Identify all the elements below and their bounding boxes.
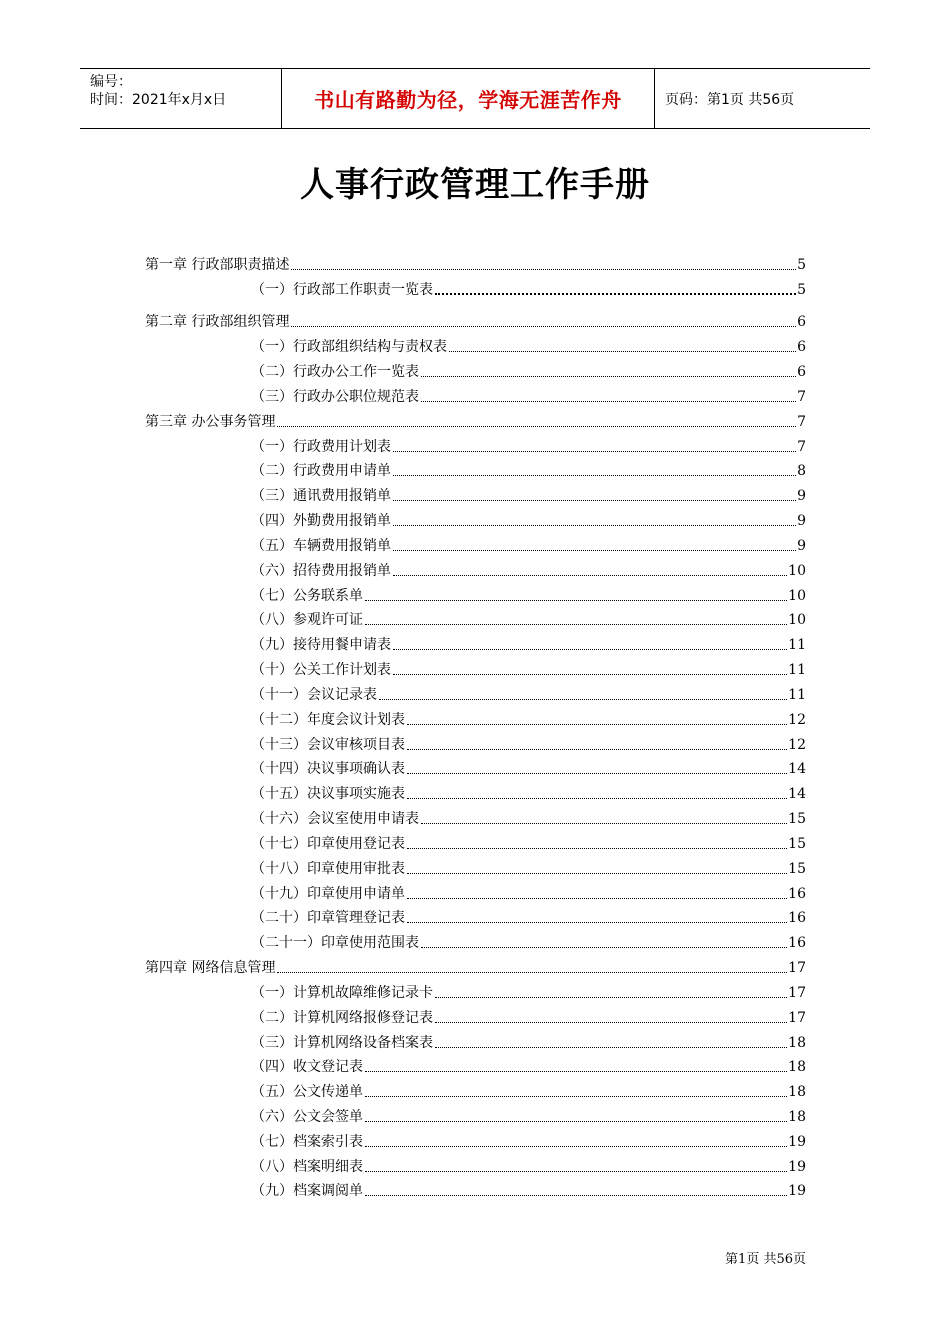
toc-entry-title: （九）接待用餐申请表 (251, 637, 391, 654)
toc-dot-leader (407, 898, 787, 899)
toc-entry-title: （一）计算机故障维修记录卡 (251, 984, 433, 1001)
page-footer: 第1页 共56页 (725, 1252, 806, 1267)
toc-dot-leader (393, 475, 796, 476)
toc-page-number: 10 (788, 612, 806, 629)
toc-chapter-entry[interactable] (145, 952, 806, 977)
toc-dot-leader (277, 972, 787, 973)
toc-page-number: 16 (788, 885, 806, 902)
toc-page-number: 16 (788, 910, 806, 927)
toc-section-entry[interactable] (145, 927, 806, 952)
toc-section-entry[interactable] (145, 431, 806, 456)
number-label: 编号： (90, 74, 132, 90)
toc-section-entry[interactable] (145, 1002, 806, 1027)
header-page-cell (655, 69, 870, 128)
toc-section-entry[interactable] (145, 331, 806, 356)
toc-dot-leader (393, 550, 796, 551)
toc-entry-title: （八）档案明细表 (251, 1158, 363, 1175)
toc-dot-leader (421, 401, 796, 402)
toc-dot-leader (365, 1195, 787, 1196)
toc-section-entry[interactable] (145, 803, 806, 828)
toc-entry-title: （十）公关工作计划表 (251, 662, 391, 679)
toc-page-number: 18 (788, 1034, 806, 1051)
toc-dot-leader (407, 922, 787, 923)
toc-page-number: 15 (788, 811, 806, 828)
toc-page-number: 6 (797, 314, 806, 331)
toc-entry-title: （六）公文会签单 (251, 1108, 363, 1125)
toc-section-entry[interactable] (145, 828, 806, 853)
toc-section-entry[interactable] (145, 1176, 806, 1201)
toc-dot-leader (407, 798, 787, 799)
toc-page-number: 17 (788, 984, 806, 1001)
toc-page-number: 12 (788, 736, 806, 753)
toc-entry-title: （十九）印章使用申请单 (251, 885, 405, 902)
toc-section-entry[interactable] (145, 381, 806, 406)
toc-entry-title: （一）行政部工作职责一览表 (251, 281, 433, 298)
toc-section-entry[interactable] (145, 1101, 806, 1126)
toc-section-entry[interactable] (145, 580, 806, 605)
toc-dot-leader (365, 1146, 787, 1147)
toc-section-entry[interactable] (145, 629, 806, 654)
toc-entry-title: 第四章 网络信息管理 (145, 960, 276, 977)
toc-dot-leader (365, 624, 787, 625)
toc-page-number: 9 (797, 513, 806, 530)
toc-entry-title: （十二）年度会议计划表 (251, 711, 405, 728)
toc-section-entry[interactable] (145, 754, 806, 779)
toc-section-entry[interactable] (145, 778, 806, 803)
toc-page-number: 7 (797, 388, 806, 405)
toc-dot-leader (393, 500, 796, 501)
toc-dot-leader (393, 525, 796, 526)
toc-page-number: 7 (797, 438, 806, 455)
toc-dot-leader (365, 1096, 787, 1097)
toc-entry-title: （八）参观许可证 (251, 612, 363, 629)
toc-chapter-entry[interactable] (145, 307, 806, 332)
toc-dot-leader (393, 674, 787, 675)
toc-dot-leader (393, 451, 796, 452)
toc-section-entry[interactable] (145, 704, 806, 729)
toc-dot-leader (435, 293, 796, 295)
toc-section-entry[interactable] (145, 1076, 806, 1101)
toc-entry-title: （五）车辆费用报销单 (251, 537, 391, 554)
toc-section-entry[interactable] (145, 729, 806, 754)
toc-page-number: 11 (788, 686, 806, 703)
toc-section-entry[interactable] (145, 654, 806, 679)
header-meta-cell (80, 69, 282, 128)
toc-page-number: 19 (788, 1158, 806, 1175)
toc-entry-title: （二）行政费用申请单 (251, 463, 391, 480)
toc-entry-title: （三）行政办公职位规范表 (251, 388, 419, 405)
toc-entry-title: （十六）会议室使用申请表 (251, 811, 419, 828)
toc-chapter-entry[interactable] (145, 249, 806, 274)
toc-entry-title: 第三章 办公事务管理 (145, 413, 276, 430)
toc-section-entry[interactable] (145, 853, 806, 878)
toc-dot-leader (449, 351, 796, 352)
toc-page-number: 9 (797, 488, 806, 505)
toc-entry-title: （五）公文传递单 (251, 1084, 363, 1101)
toc-dot-leader (365, 1071, 787, 1072)
toc-entry-title: （十一）会议记录表 (251, 686, 377, 703)
toc-section-entry[interactable] (145, 977, 806, 1002)
toc-page-number: 5 (797, 281, 806, 298)
toc-dot-leader (365, 1121, 787, 1122)
toc-entry-title: （九）档案调阅单 (251, 1183, 363, 1200)
toc-entry-title: （十七）印章使用登记表 (251, 835, 405, 852)
toc-dot-leader (407, 773, 787, 774)
toc-page-number: 14 (788, 761, 806, 778)
toc-page-number: 14 (788, 786, 806, 803)
toc-dot-leader (291, 326, 796, 327)
toc-page-number: 6 (797, 339, 806, 356)
toc-section-entry[interactable] (145, 1126, 806, 1151)
toc-section-entry[interactable] (145, 1151, 806, 1176)
toc-entry-title: （二）行政办公工作一览表 (251, 364, 419, 381)
toc-entry-title: （四）外勤费用报销单 (251, 513, 391, 530)
toc-entry-title: 第二章 行政部组织管理 (145, 314, 290, 331)
toc-dot-leader (435, 1047, 787, 1048)
document-header (80, 68, 870, 129)
toc-entry-title: （一）行政费用计划表 (251, 438, 391, 455)
toc-page-number: 6 (797, 364, 806, 381)
toc-page-number: 18 (788, 1108, 806, 1125)
toc-dot-leader (291, 269, 796, 270)
toc-entry-title: （一）行政部组织结构与责权表 (251, 339, 447, 356)
toc-entry-title: （二十一）印章使用范围表 (251, 935, 419, 952)
toc-entry-title: （十四）决议事项确认表 (251, 761, 405, 778)
toc-entry-title: （七）公务联系单 (251, 587, 363, 604)
toc-dot-leader (421, 376, 796, 377)
toc-entry-title: （七）档案索引表 (251, 1133, 363, 1150)
toc-page-number: 19 (788, 1183, 806, 1200)
toc-page-number: 11 (788, 662, 806, 679)
toc-page-number: 8 (797, 463, 806, 480)
toc-section-entry[interactable] (145, 530, 806, 555)
toc-page-number: 7 (797, 413, 806, 430)
toc-entry-title: （六）招待费用报销单 (251, 562, 391, 579)
table-of-contents (145, 249, 806, 1200)
toc-section-entry[interactable] (145, 1027, 806, 1052)
toc-section-entry[interactable] (145, 555, 806, 580)
toc-section-entry[interactable] (145, 480, 806, 505)
header-motto-cell (282, 69, 655, 128)
toc-page-number: 18 (788, 1059, 806, 1076)
toc-section-entry[interactable] (145, 505, 806, 530)
toc-dot-leader (365, 1171, 787, 1172)
toc-page-number: 19 (788, 1133, 806, 1150)
page-title: 人事行政管理工作手册 (300, 165, 650, 205)
toc-dot-leader (407, 873, 787, 874)
toc-page-number: 17 (788, 960, 806, 977)
toc-entry-title: （二十）印章管理登记表 (251, 910, 405, 927)
toc-dot-leader (421, 947, 787, 948)
toc-dot-leader (407, 848, 787, 849)
toc-dot-leader (277, 426, 796, 427)
toc-entry-title: （四）收文登记表 (251, 1059, 363, 1076)
toc-entry-title: （二）计算机网络报修登记表 (251, 1009, 433, 1026)
toc-dot-leader (435, 997, 787, 998)
toc-dot-leader (379, 699, 787, 700)
toc-page-number: 15 (788, 835, 806, 852)
toc-dot-leader (435, 1022, 787, 1023)
toc-page-number: 5 (797, 256, 806, 273)
toc-dot-leader (365, 600, 787, 601)
toc-page-number: 18 (788, 1084, 806, 1101)
toc-page-number: 17 (788, 1009, 806, 1026)
toc-entry-title: 第一章 行政部职责描述 (145, 256, 290, 273)
toc-section-entry[interactable] (145, 274, 806, 299)
toc-section-entry[interactable] (145, 456, 806, 481)
toc-page-number: 16 (788, 935, 806, 952)
toc-section-entry[interactable] (145, 356, 806, 381)
page-label: 页码：第1页 共56页 (665, 91, 795, 108)
toc-entry-title: （三）通讯费用报销单 (251, 488, 391, 505)
toc-dot-leader (393, 649, 787, 650)
toc-page-number: 12 (788, 711, 806, 728)
toc-entry-title: （三）计算机网络设备档案表 (251, 1034, 433, 1051)
motto: 书山有路勤为径，学海无涯苦作舟 (314, 88, 622, 112)
toc-page-number: 15 (788, 860, 806, 877)
toc-entry-title: （十五）决议事项实施表 (251, 786, 405, 803)
toc-section-entry[interactable] (145, 903, 806, 928)
toc-page-number: 10 (788, 587, 806, 604)
toc-entry-title: （十三）会议审核项目表 (251, 736, 405, 753)
toc-chapter-entry[interactable] (145, 406, 806, 431)
toc-dot-leader (393, 575, 787, 576)
toc-dot-leader (421, 823, 787, 824)
toc-page-number: 10 (788, 562, 806, 579)
toc-page-number: 9 (797, 537, 806, 554)
toc-section-entry[interactable] (145, 1052, 806, 1077)
time-label: 时间：2021年x月x日 (90, 92, 227, 108)
toc-page-number: 11 (788, 637, 806, 654)
toc-entry-title: （十八）印章使用审批表 (251, 860, 405, 877)
toc-dot-leader (407, 724, 787, 725)
toc-section-entry[interactable] (145, 679, 806, 704)
toc-section-entry[interactable] (145, 878, 806, 903)
toc-dot-leader (407, 749, 787, 750)
toc-section-entry[interactable] (145, 605, 806, 630)
